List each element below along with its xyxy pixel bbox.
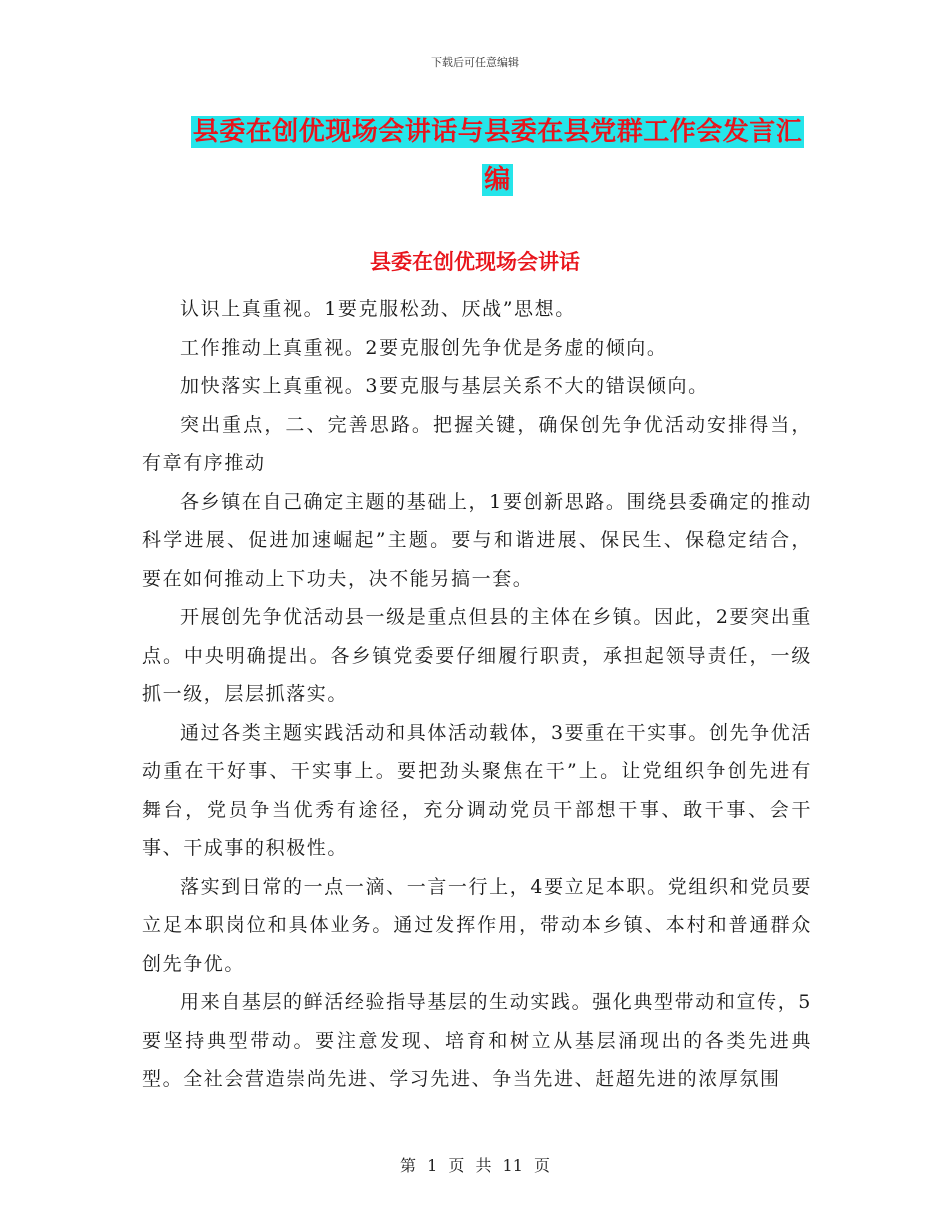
paragraph: 工作推动上真重视。2要克服创先争优是务虚的倾向。 — [180, 336, 668, 359]
page-header-note: 下载后可任意编辑 — [431, 56, 519, 69]
document-title — [190, 108, 805, 204]
paragraph: 开展创先争优活动县一级是重点但县的主体在乡镇。因此，2要突出重点。中央明确提出。各乡镇党委要仔细履行职责，承担起领导责任，一级抓一级，层层抓落实。 — [142, 606, 812, 705]
paragraph: 各乡镇在自己确定主题的基础上，1要创新思路。围绕县委确定的推动科学进展、促进加速崛起”主题。要与和谐进展、保民生、保稳定结合，要在如何推动上下功夫，决不能另搞一套。 — [142, 490, 812, 590]
section-title: 县委在创优现场会讲话 — [370, 250, 580, 274]
paragraph: 通过各类主题实践活动和具体活动载体，3要重在干实事。创先争优活动重在干好事、干实事上。要把劲头聚焦在干”上。让党组织争创先进有舞台，党员争当优秀有途径，充分调动党员干部想干事、敢干事、会干事、干成事的积极性。 — [142, 721, 812, 859]
paragraph: 用来自基层的鲜活经验指导基层的生动实践。强化典型带动和宣传，5要坚持典型带动。要注意发现、培育和树立从基层涌现出的各类先进典型。全社会营造崇尚先进、学习先进、争当先进、赶超先进的浓厚氛围 — [142, 991, 812, 1090]
paragraph: 认识上真重视。1要克服松劲、厌战”思想。 — [180, 298, 576, 320]
document-title-text: 县委在创优现场会讲话与县委在县党群工作会发言汇编 — [192, 117, 803, 195]
paragraph: 落实到日常的一点一滴、一言一行上，4要立足本职。党组织和党员要立足本职岗位和具体业务。通过发挥作用，带动本乡镇、本村和普通群众创先争优。 — [142, 875, 812, 975]
paragraph: 加快落实上真重视。3要克服与基层关系不大的错误倾向。 — [180, 375, 709, 397]
paragraph: 突出重点，二、完善思路。把握关键，确保创先争优活动安排得当，有章有序推动 — [142, 413, 812, 474]
page-footer: 第 1 页 共 11 页 — [400, 1156, 550, 1175]
document-body — [142, 290, 812, 1099]
